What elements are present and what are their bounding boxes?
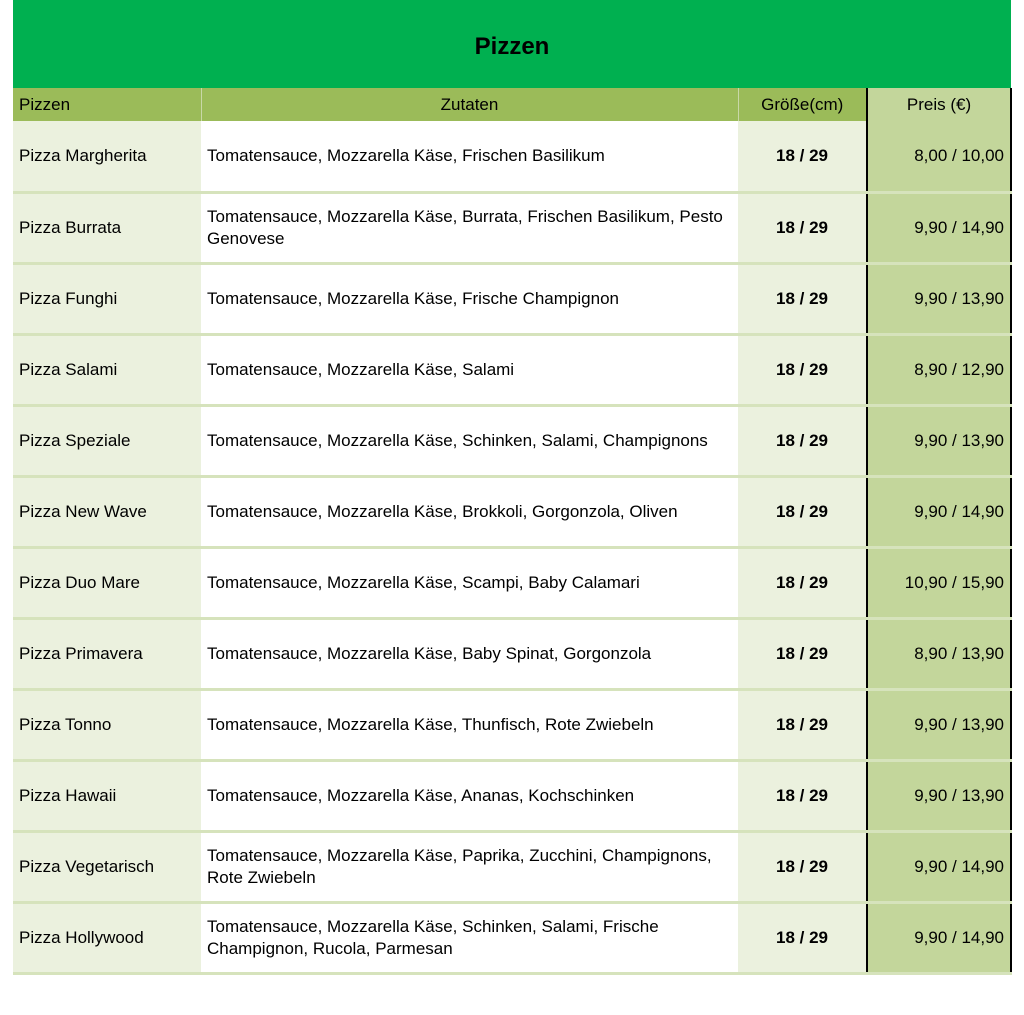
- pizza-price: 9,90 / 13,90: [867, 689, 1011, 760]
- pizza-name: Pizza New Wave: [13, 476, 201, 547]
- pizza-price: 8,90 / 13,90: [867, 618, 1011, 689]
- pizza-ingredients: Tomatensauce, Mozzarella Käse, Thunfisch, Rote Zwiebeln: [201, 689, 738, 760]
- table-row: [13, 476, 1011, 547]
- table-row: [13, 263, 1011, 334]
- pizza-size: 18 / 29: [738, 902, 867, 973]
- pizza-ingredients: Tomatensauce, Mozzarella Käse, Schinken, Salami, Frische Champignon, Rucola, Parmesan: [201, 902, 738, 973]
- pizza-menu-table: [13, 88, 1012, 975]
- table-row: [13, 760, 1011, 831]
- table-body: [13, 121, 1011, 973]
- pizza-name: Pizza Burrata: [13, 192, 201, 263]
- column-header-name: Pizzen: [13, 88, 201, 121]
- table-row: [13, 618, 1011, 689]
- pizza-ingredients: Tomatensauce, Mozzarella Käse, Burrata, Frischen Basilikum, Pesto Genovese: [201, 192, 738, 263]
- pizza-size: 18 / 29: [738, 760, 867, 831]
- pizza-size: 18 / 29: [738, 121, 867, 192]
- pizza-ingredients: Tomatensauce, Mozzarella Käse, Brokkoli, Gorgonzola, Oliven: [201, 476, 738, 547]
- pizza-name: Pizza Primavera: [13, 618, 201, 689]
- pizza-name: Pizza Funghi: [13, 263, 201, 334]
- column-header-ingredients: Zutaten: [201, 88, 738, 121]
- menu-title-bar: [13, 0, 1011, 88]
- pizza-name: Pizza Speziale: [13, 405, 201, 476]
- pizza-price: 8,00 / 10,00: [867, 121, 1011, 192]
- pizza-ingredients: Tomatensauce, Mozzarella Käse, Ananas, Kochschinken: [201, 760, 738, 831]
- column-header-price: Preis (€): [867, 88, 1011, 121]
- pizza-ingredients: Tomatensauce, Mozzarella Käse, Scampi, Baby Calamari: [201, 547, 738, 618]
- pizza-price: 9,90 / 14,90: [867, 476, 1011, 547]
- table-row: [13, 547, 1011, 618]
- pizza-ingredients: Tomatensauce, Mozzarella Käse, Paprika, Zucchini, Champignons, Rote Zwiebeln: [201, 831, 738, 902]
- table-header-row: [13, 88, 1011, 121]
- pizza-size: 18 / 29: [738, 547, 867, 618]
- pizza-name: Pizza Hollywood: [13, 902, 201, 973]
- menu-title: Pizzen: [474, 33, 550, 60]
- pizza-name: Pizza Vegetarisch: [13, 831, 201, 902]
- pizza-price: 8,90 / 12,90: [867, 334, 1011, 405]
- table-row: [13, 831, 1011, 902]
- pizza-name: Pizza Duo Mare: [13, 547, 201, 618]
- pizza-price: 9,90 / 14,90: [867, 831, 1011, 902]
- pizza-ingredients: Tomatensauce, Mozzarella Käse, Salami: [201, 334, 738, 405]
- table-row: [13, 192, 1011, 263]
- pizza-name: Pizza Salami: [13, 334, 201, 405]
- pizza-name: Pizza Margherita: [13, 121, 201, 192]
- pizza-price: 9,90 / 14,90: [867, 902, 1011, 973]
- pizza-price: 9,90 / 13,90: [867, 760, 1011, 831]
- pizza-price: 10,90 / 15,90: [867, 547, 1011, 618]
- pizza-size: 18 / 29: [738, 831, 867, 902]
- pizza-ingredients: Tomatensauce, Mozzarella Käse, Frische Champignon: [201, 263, 738, 334]
- pizza-price: 9,90 / 13,90: [867, 263, 1011, 334]
- pizza-size: 18 / 29: [738, 476, 867, 547]
- pizza-size: 18 / 29: [738, 405, 867, 476]
- table-row: [13, 902, 1011, 973]
- pizza-size: 18 / 29: [738, 263, 867, 334]
- table-row: [13, 121, 1011, 192]
- table-row: [13, 334, 1011, 405]
- pizza-size: 18 / 29: [738, 192, 867, 263]
- pizza-price: 9,90 / 14,90: [867, 192, 1011, 263]
- pizza-size: 18 / 29: [738, 334, 867, 405]
- table-row: [13, 405, 1011, 476]
- pizza-ingredients: Tomatensauce, Mozzarella Käse, Frischen Basilikum: [201, 121, 738, 192]
- table-row: [13, 689, 1011, 760]
- pizza-ingredients: Tomatensauce, Mozzarella Käse, Schinken, Salami, Champignons: [201, 405, 738, 476]
- pizza-size: 18 / 29: [738, 618, 867, 689]
- pizza-name: Pizza Tonno: [13, 689, 201, 760]
- pizza-size: 18 / 29: [738, 689, 867, 760]
- pizza-ingredients: Tomatensauce, Mozzarella Käse, Baby Spinat, Gorgonzola: [201, 618, 738, 689]
- pizza-price: 9,90 / 13,90: [867, 405, 1011, 476]
- pizza-name: Pizza Hawaii: [13, 760, 201, 831]
- column-header-size: Größe(cm): [738, 88, 867, 121]
